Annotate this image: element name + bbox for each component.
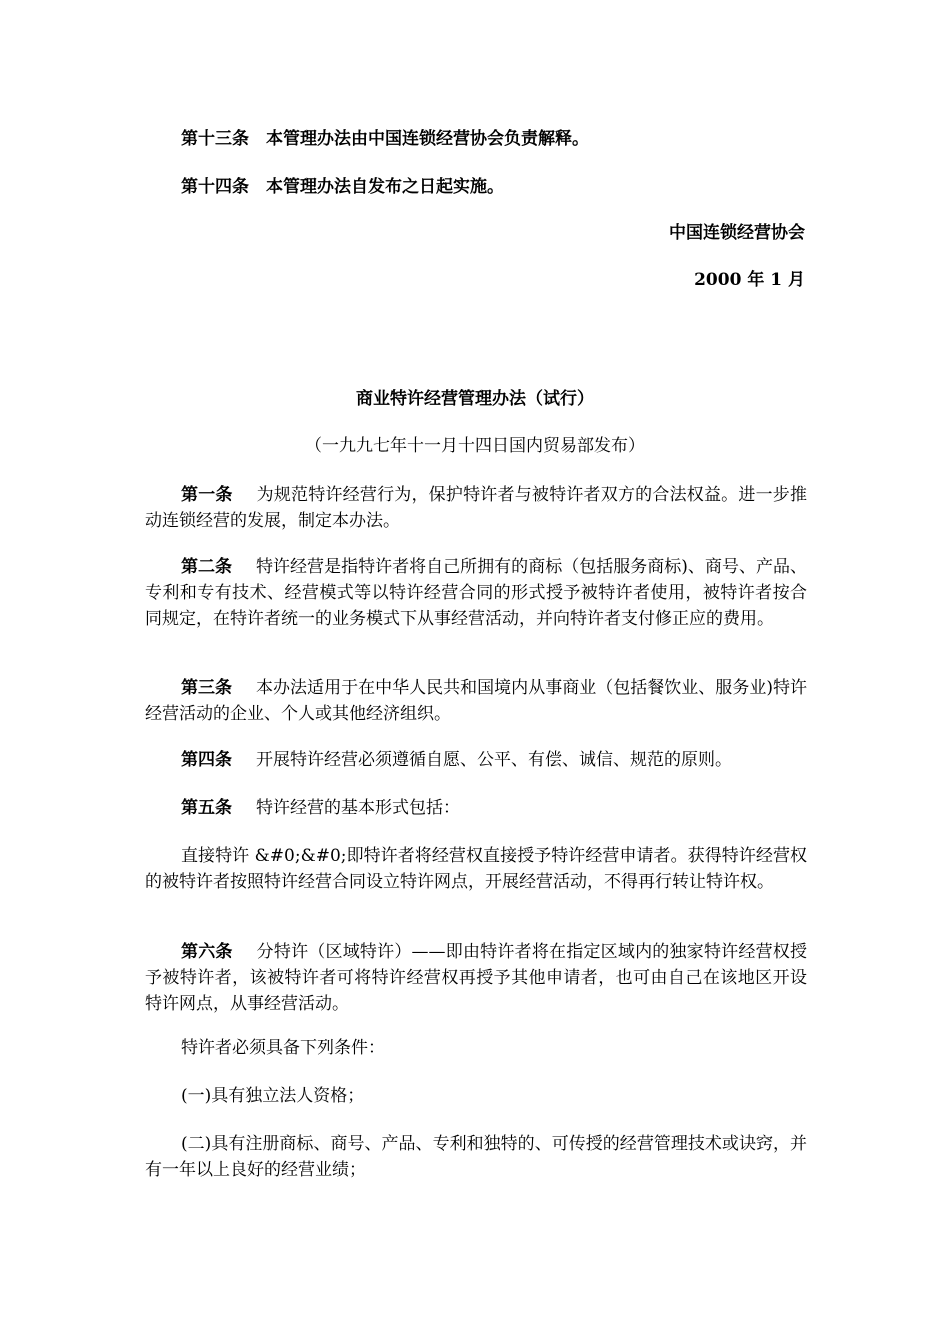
article-5-label: 第五条 — [181, 798, 232, 818]
doc-subtitle: （一九九七年十一月十四日国内贸易部发布） — [305, 436, 645, 456]
article-4-label: 第四条 — [181, 750, 232, 770]
doc-title: 商业特许经营管理办法（试行） — [356, 389, 594, 409]
condition-item-1: (一)具有独立法人资格； — [181, 1086, 365, 1106]
article-2 — [145, 554, 807, 632]
article-1 — [145, 482, 807, 534]
conditions-intro: 特许者必须具备下列条件： — [181, 1038, 385, 1058]
article-13-text: 本管理办法由中国连锁经营协会负责解释。 — [266, 129, 589, 149]
issue-date: 2000 年 1 月 — [694, 270, 805, 290]
article-14-label: 第十四条 — [181, 177, 249, 197]
article-5 — [145, 795, 807, 821]
article-5-text: 特许经营的基本形式包括： — [256, 798, 460, 818]
article-14-text: 本管理办法自发布之日起实施。 — [266, 177, 504, 197]
article-3-text: 本办法适用于在中华人民共和国境内从事商业（包括餐饮业、服务业)特许经营活动的企业、个人或其他经济组织。 — [145, 678, 807, 724]
direct-franchise-paragraph: 直接特许 &#0;&#0;即特许者将经营权直接授予特许经营申请者。获得特许经营权的被特许者按照特许经营合同设立特许网点，开展经营活动，不得再行转让特许权。 — [145, 846, 807, 892]
article-4 — [145, 747, 807, 773]
article-13 — [181, 126, 589, 152]
article-6 — [145, 939, 807, 1017]
condition-item-2: (二)具有注册商标、商号、产品、专利和独特的、可传授的经营管理技术或诀窍，并有一年以上良好的经营业绩； — [145, 1134, 807, 1180]
article-14 — [181, 174, 504, 200]
article-13-label: 第十三条 — [181, 129, 249, 149]
article-6-label: 第六条 — [181, 942, 233, 962]
article-1-label: 第一条 — [181, 485, 233, 505]
article-2-text: 特许经营是指特许者将自己所拥有的商标（包括服务商标)、商号、产品、专利和专有技术、经营模式等以特许经营合同的形式授予被特许者使用，被特许者按合同规定，在特许者统一的业务模式下从事经营活动，并向特许者支付修正应的费用。 — [145, 557, 807, 629]
article-1-text: 为规范特许经营行为，保护特许者与被特许者双方的合法权益。进一步推动连锁经营的发展，制定本办法。 — [145, 485, 808, 531]
article-3 — [145, 675, 807, 727]
article-2-label: 第二条 — [181, 557, 233, 577]
signer: 中国连锁经营协会 — [669, 223, 805, 243]
article-6-text: 分特许（区域特许）——即由特许者将在指定区域内的独家特许经营权授予被特许者，该被特许者可将特许经营权再授予其他申请者，也可由自己在该地区开设特许网点，从事经营活动。 — [145, 942, 808, 1014]
article-4-text: 开展特许经营必须遵循自愿、公平、有偿、诚信、规范的原则。 — [256, 750, 732, 770]
article-3-label: 第三条 — [181, 678, 233, 698]
